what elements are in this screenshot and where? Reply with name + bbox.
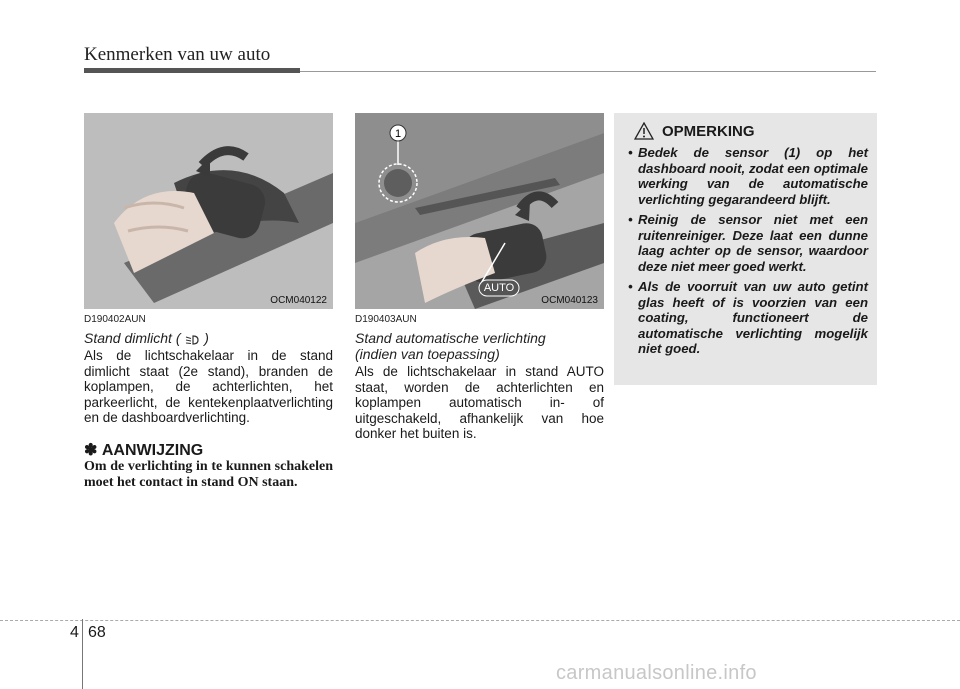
subhead-dimlight-text: Stand dimlicht ( (84, 330, 181, 346)
list-item: • Als de voorruit van uw auto getint glas heeft of is voorzien van een coating, functioneert de automatische verlichting mogelijk niet goed. (624, 279, 868, 357)
subhead-auto-line1: Stand automatische verlichting (355, 330, 546, 346)
list-item: • Reinig de sensor niet met een ruitenreiniger. Deze laat een dunne laag achter op de sensor, waardoor deze niet meer goed werkt. (624, 212, 868, 274)
note-title: AANWIJZING (101, 442, 204, 459)
opmerking-title: OPMERKING (662, 123, 755, 140)
subhead-dimlight (84, 330, 333, 346)
page-header-title: Kenmerken van uw auto (84, 44, 271, 65)
subhead-auto-line2: (indien van toepassing) (355, 346, 500, 362)
image-code-middle: OCM040123 (541, 295, 598, 306)
subhead-dimlight-close: ) (204, 330, 209, 346)
page-chapter: 4 (70, 624, 79, 641)
sensor-callout-number: 1 (394, 128, 402, 140)
header-rule (300, 71, 876, 72)
note-asterisk-icon: ✽ (84, 442, 98, 459)
body-dimlight: Als de lichtschakelaar in de stand dimlicht staat (2e stand), branden de koplampen, de achterlichten, het parkeerlicht, de kentekenplaatverlichting en de dashboardverlichting. (84, 348, 333, 425)
auto-badge: AUTO (483, 282, 515, 294)
footer-dashed-rule (0, 620, 960, 621)
image-code-left: OCM040122 (270, 295, 327, 306)
low-beam-icon (184, 333, 200, 345)
page-number: 68 (88, 624, 106, 641)
note-heading (84, 440, 333, 460)
body-auto: Als de lichtschakelaar in stand AUTO staat, worden de achterlichten en koplampen automatisch in- of uitgeschakeld, afhankelijk van hoe donker het buiten is. (355, 364, 604, 441)
stalk-auto-drawing (355, 113, 604, 309)
warning-triangle-icon (634, 122, 654, 145)
stalk-dimlight-drawing (84, 113, 333, 309)
note-body: Om de verlichting in te kunnen schakelen moet het contact in stand ON staan. (84, 459, 333, 490)
list-item: • Bedek de sensor (1) op het dashboard nooit, zodat een optimale werking van de automatische verlichting gegarandeerd blijft. (624, 145, 868, 207)
auto-illustration (355, 113, 604, 309)
footer-divider (82, 619, 83, 689)
opmerking-list (624, 145, 868, 362)
section-code-middle: D190403AUN (355, 314, 417, 325)
opmerking-box (614, 113, 877, 385)
section-code-left: D190402AUN (84, 314, 146, 325)
header-bar (84, 68, 300, 73)
watermark: carmanualsonline.info (556, 662, 757, 684)
dimlight-illustration (84, 113, 333, 309)
